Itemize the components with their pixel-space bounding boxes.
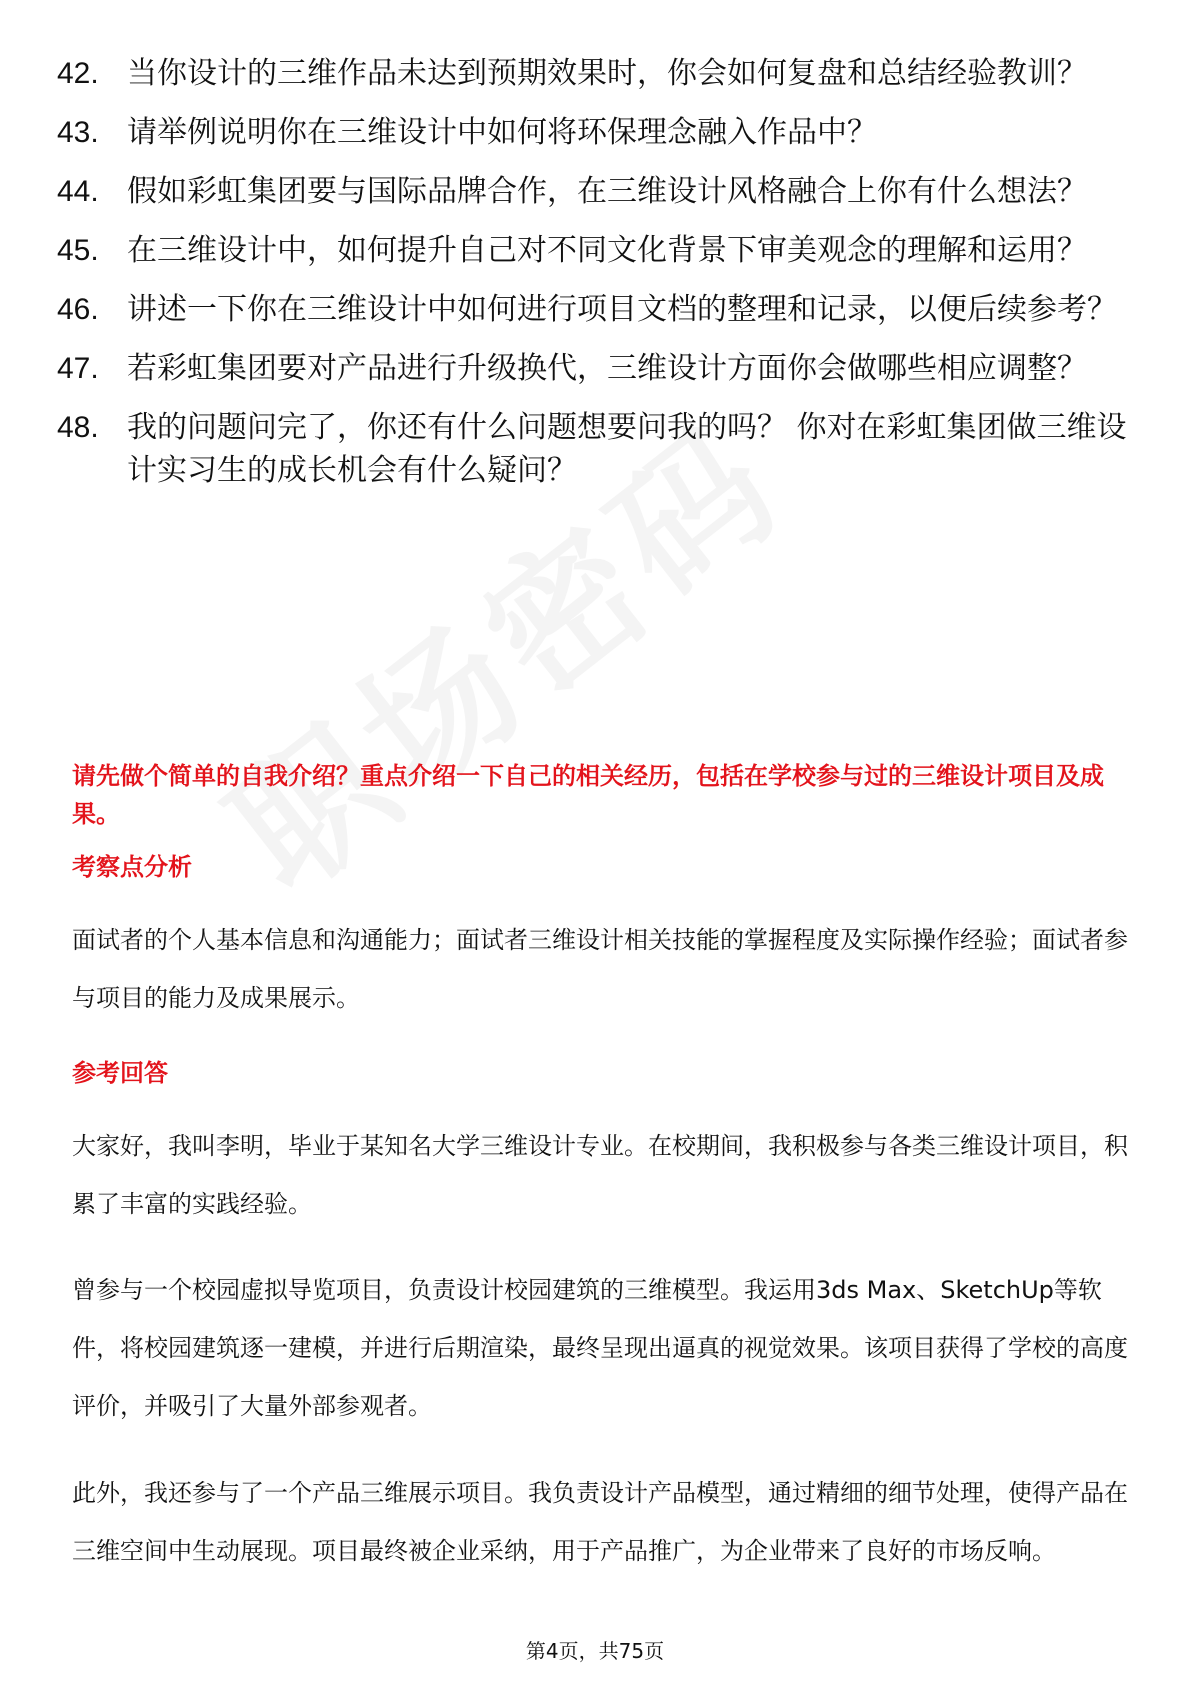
question-list	[57, 52, 1132, 508]
question-item	[57, 406, 1132, 492]
question-text: 在三维设计中，如何提升自己对不同文化背景下审美观念的理解和运用？	[127, 233, 1087, 268]
question-text: 若彩虹集团要对产品进行升级换代，三维设计方面你会做哪些相应调整？	[127, 351, 1087, 386]
question-number: 48.	[57, 411, 99, 444]
analysis-heading: 考察点分析	[72, 853, 192, 881]
question-text: 请举例说明你在三维设计中如何将环保理念融入作品中？	[127, 115, 877, 150]
question-number: 47.	[57, 352, 99, 385]
question-item	[57, 288, 1132, 331]
answer-paragraph: 大家好，我叫李明，毕业于某知名大学三维设计专业。在校期间，我积极参与各类三维设计项目，积累了丰富的实践经验。	[72, 1132, 1128, 1218]
answer-paragraph: 此外，我还参与了一个产品三维展示项目。我负责设计产品模型，通过精细的细节处理，使得产品在三维空间中生动展现。项目最终被企业采纳，用于产品推广，为企业带来了良好的市场反响。	[72, 1479, 1128, 1565]
question-text: 当你设计的三维作品未达到预期效果时，你会如何复盘和总结经验教训？	[127, 56, 1087, 91]
question-number: 42.	[57, 57, 99, 90]
answer-paragraph: 曾参与一个校园虚拟导览项目，负责设计校园建筑的三维模型。我运用3ds Max、SketchUp等软件，将校园建筑逐一建模，并进行后期渲染，最终呈现出逼真的视觉效果。该项目获得了学校的高度评价，并吸引了大量外部参观者。	[72, 1276, 1128, 1420]
question-item	[57, 347, 1132, 390]
question-item	[57, 170, 1132, 213]
question-item	[57, 111, 1132, 154]
question-number: 46.	[57, 293, 99, 326]
page-footer: 第4页，共75页	[525, 1639, 665, 1663]
intro-question: 请先做个简单的自我介绍？重点介绍一下自己的相关经历，包括在学校参与过的三维设计项目及成果。	[72, 762, 1104, 828]
question-number: 43.	[57, 116, 99, 149]
question-item	[57, 229, 1132, 272]
answer-heading: 参考回答	[72, 1059, 168, 1087]
question-item	[57, 52, 1132, 95]
question-number: 44.	[57, 175, 99, 208]
question-number: 45.	[57, 234, 99, 267]
question-text: 讲述一下你在三维设计中如何进行项目文档的整理和记录，以便后续参考？	[127, 292, 1117, 327]
analysis-text: 面试者的个人基本信息和沟通能力；面试者三维设计相关技能的掌握程度及实际操作经验；面试者参与项目的能力及成果展示。	[72, 926, 1128, 1012]
question-text: 假如彩虹集团要与国际品牌合作，在三维设计风格融合上你有什么想法？	[127, 174, 1087, 209]
question-text: 我的问题问完了，你还有什么问题想要问我的吗？ 你对在彩虹集团做三维设计实习生的成长机会有什么疑问？	[127, 410, 1127, 488]
